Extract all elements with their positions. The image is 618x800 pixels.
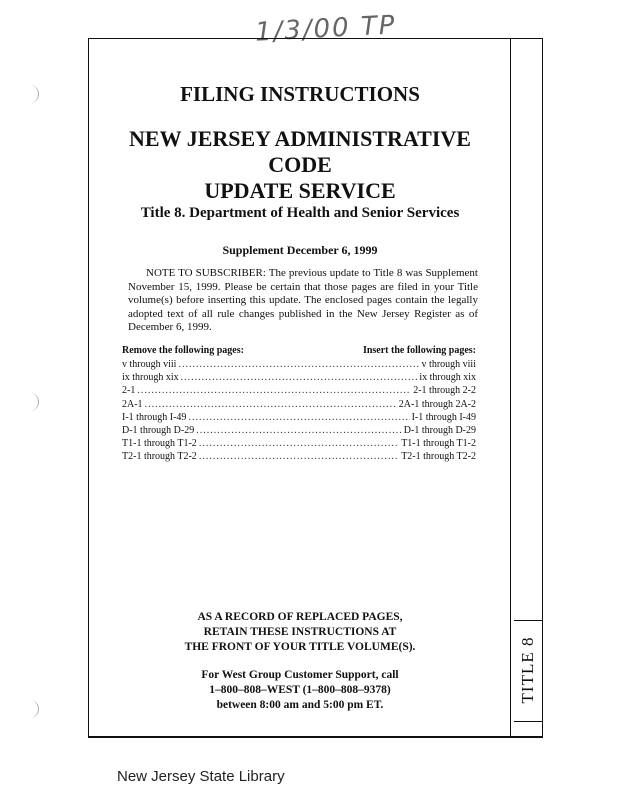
remove-pages: T1-1 through T1-2: [122, 438, 197, 450]
insert-pages: T2-1 through T2-2: [401, 451, 476, 463]
remove-pages: D-1 through D-29: [122, 424, 195, 436]
insert-pages: 2-1 through 2-2: [413, 385, 476, 397]
table-row: [122, 425, 476, 438]
dot-leader: [199, 451, 399, 462]
page-replacement-table: [122, 345, 476, 465]
code-heading-line1: NEW JERSEY ADMINISTRATIVE CODE: [129, 126, 471, 177]
record-line1: AS A RECORD OF REPLACED PAGES,: [197, 611, 403, 623]
customer-support-info: [100, 668, 500, 713]
remove-pages: v through viii: [122, 359, 177, 370]
table-row: [122, 412, 476, 425]
library-stamp: New Jersey State Library: [117, 768, 285, 785]
support-phone: 1–800–808–WEST (1–800–808–9378): [209, 684, 391, 696]
dot-leader: [196, 425, 402, 436]
dot-leader: [199, 438, 399, 449]
remove-pages: I-1 through I-49: [122, 411, 187, 423]
support-hours: between 8:00 am and 5:00 pm ET.: [216, 699, 384, 711]
dot-leader: [188, 412, 409, 423]
remove-pages: 2A-1: [122, 398, 143, 410]
table-row: [122, 359, 476, 372]
title-heading: Title 8. Department of Health and Senior Services: [140, 205, 460, 221]
insert-pages: 2A-1 through 2A-2: [398, 398, 476, 410]
dot-leader: [137, 385, 411, 396]
insert-header: Insert the following pages:: [362, 345, 476, 356]
tab-divider-line: [510, 38, 511, 738]
punch-hole-mark: [26, 393, 39, 411]
insert-pages: ix through xix: [419, 372, 476, 384]
record-line3: THE FRONT OF YOUR TITLE VOLUME(S).: [184, 641, 416, 653]
table-header: [122, 345, 476, 359]
filing-instructions-heading: FILING INSTRUCTIONS: [180, 82, 420, 106]
dot-leader: [145, 399, 397, 410]
dot-leader: [181, 372, 418, 383]
supplement-date: Supplement December 6, 1999: [222, 243, 378, 257]
code-heading-line2: UPDATE SERVICE: [204, 178, 396, 203]
record-instruction: [100, 610, 500, 655]
support-line1: For West Group Customer Support, call: [201, 669, 399, 681]
handwritten-date-note: 1/3/00 TP: [254, 10, 398, 48]
remove-header: Remove the following pages:: [122, 345, 244, 356]
dot-leader: [178, 359, 419, 370]
insert-pages: I-1 through I-49: [411, 411, 476, 423]
table-row: [122, 438, 476, 451]
remove-pages: T2-1 through T2-2: [122, 451, 197, 463]
insert-pages: v through viii: [421, 359, 476, 370]
table-row: [122, 399, 476, 412]
remove-pages: ix through xix: [122, 372, 179, 384]
punch-hole-mark: [26, 85, 39, 103]
insert-pages: D-1 through D-29: [403, 424, 476, 436]
punch-hole-mark: [26, 700, 39, 718]
table-row: [122, 385, 476, 398]
insert-pages: T1-1 through T1-2: [401, 438, 476, 450]
table-row: [122, 372, 476, 385]
title-tab-label: TITLE 8: [518, 636, 537, 704]
record-line2: RETAIN THESE INSTRUCTIONS AT: [203, 626, 397, 638]
code-heading: [100, 126, 500, 204]
remove-pages: 2-1: [122, 385, 136, 397]
note-to-subscriber: NOTE TO SUBSCRIBER: The previous update to Title 8 was Supplement November 15, 1999. Please be certain that those pages are filed in your Title volume(s) before inserting this update. The enclosed pages contain the legally adopted text of all rule changes published in the New Jersey Register as of December 6, 1999.: [128, 267, 478, 333]
table-row: [122, 451, 476, 464]
